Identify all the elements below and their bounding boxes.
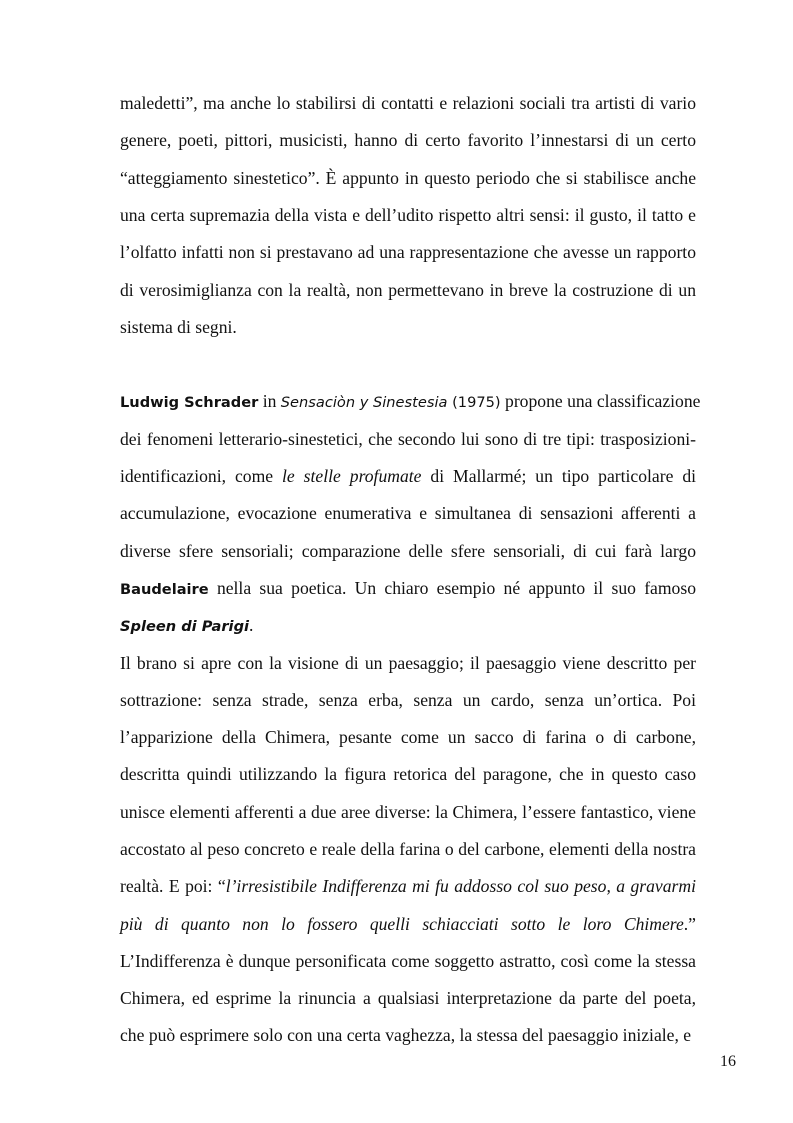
- text-line: [120, 837, 696, 861]
- text-span: “atteggiamento sinestetico”. È appunto in questo periodo che si stabilisce anche: [120, 168, 696, 188]
- text-line: [120, 800, 696, 824]
- text-line: [120, 539, 696, 563]
- text-span: diverse sfere sensoriali; comparazione delle sfere sensoriali, di cui farà largo: [120, 541, 696, 561]
- styled-text-span: Ludwig Schrader: [120, 394, 259, 411]
- text-line: [120, 464, 696, 488]
- text-line: [120, 1023, 696, 1047]
- text-span: dei fenomeni letterario-sinestetici, che secondo lui sono di tre tipi: trasposizioni-: [120, 429, 696, 449]
- text-line: [120, 949, 696, 973]
- text-line: [120, 389, 701, 413]
- text-span: di verosimiglianza con la realtà, non permettevano in breve la costruzione di un: [120, 280, 696, 300]
- text-line: [120, 725, 696, 749]
- text-line: [120, 240, 696, 264]
- text-line: [120, 91, 696, 115]
- styled-text-span: (1975): [447, 394, 501, 411]
- text-span: l’apparizione della Chimera, pesante come un sacco di farina o di carbone,: [120, 727, 696, 747]
- text-span: una certa supremazia della vista e dell’udito rispetto altri sensi: il gusto, il tatto e: [120, 205, 696, 225]
- text-span: in: [258, 391, 281, 411]
- text-line: [120, 278, 696, 302]
- text-span: genere, poeti, pittori, musicisti, hanno di certo favorito l’innestarsi di un certo: [120, 130, 696, 150]
- text-line: [120, 203, 696, 227]
- text-span: Chimera, ed esprime la rinuncia a qualsiasi interpretazione da parte del poeta,: [120, 988, 696, 1008]
- text-span: maledetti”, ma anche lo stabilirsi di contatti e relazioni sociali tra artisti di vario: [120, 93, 696, 113]
- text-span: sistema di segni.: [120, 317, 237, 337]
- text-span: unisce elementi afferenti a due aree diverse: la Chimera, l’essere fantastico, viene: [120, 802, 696, 822]
- text-span: accostato al peso concreto e reale della farina o del carbone, elementi della nostra: [120, 839, 696, 859]
- text-line: [120, 576, 696, 600]
- text-span: che può esprimere solo con una certa vaghezza, la stessa del paesaggio iniziale, e: [120, 1025, 692, 1045]
- text-line: [120, 912, 696, 936]
- text-span: di Mallarmé; un tipo particolare di: [421, 466, 697, 486]
- text-span: identificazioni, come: [120, 466, 283, 486]
- text-span: l’olfatto infatti non si prestavano ad una rappresentazione che avesse un rapporto: [120, 242, 696, 262]
- text-line: [120, 315, 696, 339]
- text-span: L’Indifferenza è dunque personificata come soggetto astratto, così come la stessa: [120, 951, 696, 971]
- text-span: Il brano si apre con la visione di un paesaggio; il paesaggio viene descritto per: [120, 653, 696, 673]
- text-span: .”: [683, 914, 696, 934]
- text-line: [120, 874, 696, 898]
- text-span: propone una classificazione: [500, 391, 701, 411]
- text-span: sottrazione: senza strade, senza erba, senza un cardo, senza un’ortica. Poi: [120, 690, 696, 710]
- styled-text-span: le stelle profumate: [282, 466, 422, 486]
- styled-text-span: Sensaciòn y Sinestesia: [280, 394, 448, 411]
- text-line: [120, 427, 696, 451]
- styled-text-span: più di quanto non lo fossero quelli schiacciati sotto le loro Chimere: [120, 914, 684, 934]
- text-span: accumulazione, evocazione enumerativa e simultanea di sensazioni afferenti a: [120, 503, 696, 523]
- text-line: [120, 166, 696, 190]
- text-line: [120, 986, 696, 1010]
- text-line: [120, 501, 696, 525]
- styled-text-span: Baudelaire: [120, 581, 209, 598]
- text-line: [120, 128, 696, 152]
- text-span: .: [249, 615, 254, 635]
- text-line: [120, 651, 696, 675]
- text-line: [120, 613, 696, 637]
- page-number: 16: [720, 1053, 736, 1070]
- text-span: realtà. E poi: “: [120, 876, 226, 896]
- text-line: [120, 688, 696, 712]
- text-line: [120, 762, 696, 786]
- styled-text-span: l’irresistibile Indifferenza mi fu addosso col suo peso, a gravarmi: [225, 876, 696, 896]
- text-span: nella sua poetica. Un chiaro esempio né appunto il suo famoso: [208, 578, 696, 598]
- text-span: descritta quindi utilizzando la figura retorica del paragone, che in questo caso: [120, 764, 696, 784]
- styled-text-span: Spleen di Parigi: [120, 618, 250, 635]
